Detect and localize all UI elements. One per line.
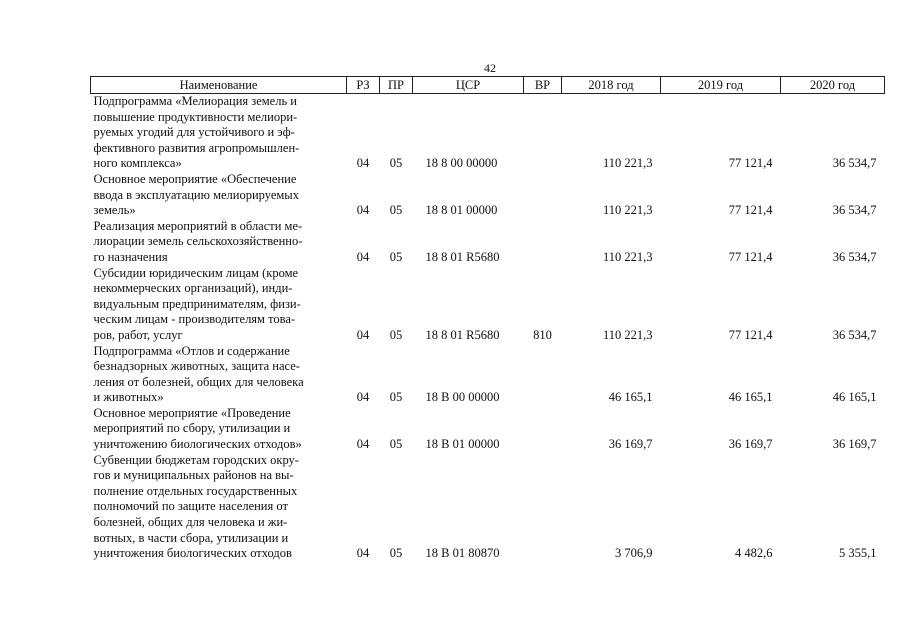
table-header-row: [91, 77, 885, 94]
row-rz: 04: [356, 249, 370, 264]
row-2020: 36 534,7: [832, 327, 877, 342]
table-row: [91, 94, 885, 172]
header-vr: ВР: [524, 77, 562, 94]
table-row: [91, 172, 885, 219]
row-pr: 05: [389, 390, 403, 405]
table-row: [91, 266, 885, 344]
row-pr: 05: [389, 327, 403, 342]
row-vr: [524, 172, 562, 219]
row-name: Основное мероприятие «Обеспечение ввода в эксплуатацию мелиорируемых земель»: [93, 171, 299, 218]
row-csr: 18 8 01 R5680: [425, 249, 500, 264]
row-2019: 36 169,7: [728, 437, 773, 452]
row-csr: 18 8 01 R5680: [425, 327, 500, 342]
row-2020: 36 534,7: [832, 156, 877, 171]
table-row: [91, 453, 885, 562]
row-2018: 36 169,7: [608, 437, 653, 452]
row-name: Подпрограмма «Отлов и содержание безнадзорных животных, защита насе- ления от болезней, общих для человека и животных»: [93, 343, 304, 405]
row-name: Основное мероприятие «Проведение мероприятий по сбору, утилизации и уничтожению биологических отходов»: [93, 405, 302, 452]
row-rz: 04: [356, 203, 370, 218]
row-pr: 05: [389, 203, 403, 218]
row-vr: [524, 344, 562, 406]
row-2019: 77 121,4: [728, 203, 773, 218]
row-rz: 04: [356, 546, 370, 561]
row-2020: 5 355,1: [839, 546, 877, 561]
row-2019: 77 121,4: [728, 327, 773, 342]
row-2018: 3 706,9: [615, 546, 653, 561]
row-2019: 4 482,6: [735, 546, 773, 561]
header-csr: ЦСР: [413, 77, 524, 94]
row-2020: 36 169,7: [832, 437, 877, 452]
row-csr: 18 В 01 00000: [425, 437, 500, 452]
row-vr: [524, 219, 562, 266]
header-2019: 2019 год: [661, 77, 781, 94]
row-rz: 04: [356, 156, 370, 171]
row-2019: 77 121,4: [728, 249, 773, 264]
row-vr: [524, 453, 562, 562]
header-2018: 2018 год: [562, 77, 661, 94]
row-rz: 04: [356, 437, 370, 452]
header-rz: РЗ: [347, 77, 380, 94]
row-vr: [524, 406, 562, 453]
table-row: [91, 219, 885, 266]
page-number: 42: [484, 61, 496, 75]
row-2020: 36 534,7: [832, 249, 877, 264]
row-2020: 36 534,7: [832, 203, 877, 218]
row-csr: 18 В 00 00000: [425, 390, 500, 405]
row-csr: 18 В 01 80870: [425, 546, 500, 561]
table-row: [91, 406, 885, 453]
row-2018: 110 221,3: [602, 203, 653, 218]
row-pr: 05: [389, 156, 403, 171]
row-pr: 05: [389, 546, 403, 561]
row-pr: 05: [389, 437, 403, 452]
row-name: Подпрограмма «Мелиорация земель и повышение продуктивности мелиори- руемых угодий для устойчивого и эф- фективного развития агропромышлен- ного комплекса»: [93, 94, 300, 171]
row-csr: 18 8 00 00000: [425, 156, 498, 171]
table-row: [91, 344, 885, 406]
budget-table: [90, 76, 885, 562]
row-name: Субсидии юридическим лицам (кроме некоммерческих организаций), инди- видуальным предпринимателям, физи- ческим лицам - производителям това- ров, работ, услуг: [93, 265, 301, 342]
row-vr: [524, 94, 562, 172]
row-rz: 04: [356, 327, 370, 342]
row-2018: 110 221,3: [602, 327, 653, 342]
row-csr: 18 8 01 00000: [425, 203, 498, 218]
row-2018: 46 165,1: [608, 390, 653, 405]
header-pr: ПР: [380, 77, 413, 94]
row-2019: 46 165,1: [728, 390, 773, 405]
row-2019: 77 121,4: [728, 156, 773, 171]
row-rz: 04: [356, 390, 370, 405]
header-name: Наименование: [91, 77, 347, 94]
row-vr: 810: [533, 327, 552, 342]
row-name: Субвенции бюджетам городских окру- гов и муниципальных районов на вы- полнение отдельных государственных полномочий по защите населения от болезней, общих для человека и жи- вотных, в части сбора, утилизации и уничтожения биологических отходов: [93, 452, 299, 561]
row-pr: 05: [389, 249, 403, 264]
header-2020: 2020 год: [781, 77, 885, 94]
row-name: Реализация мероприятий в области ме- лиорации земель сельскохозяйственно- го назначения: [93, 218, 303, 264]
row-2018: 110 221,3: [602, 156, 653, 171]
row-2020: 46 165,1: [832, 390, 877, 405]
row-2018: 110 221,3: [602, 249, 653, 264]
